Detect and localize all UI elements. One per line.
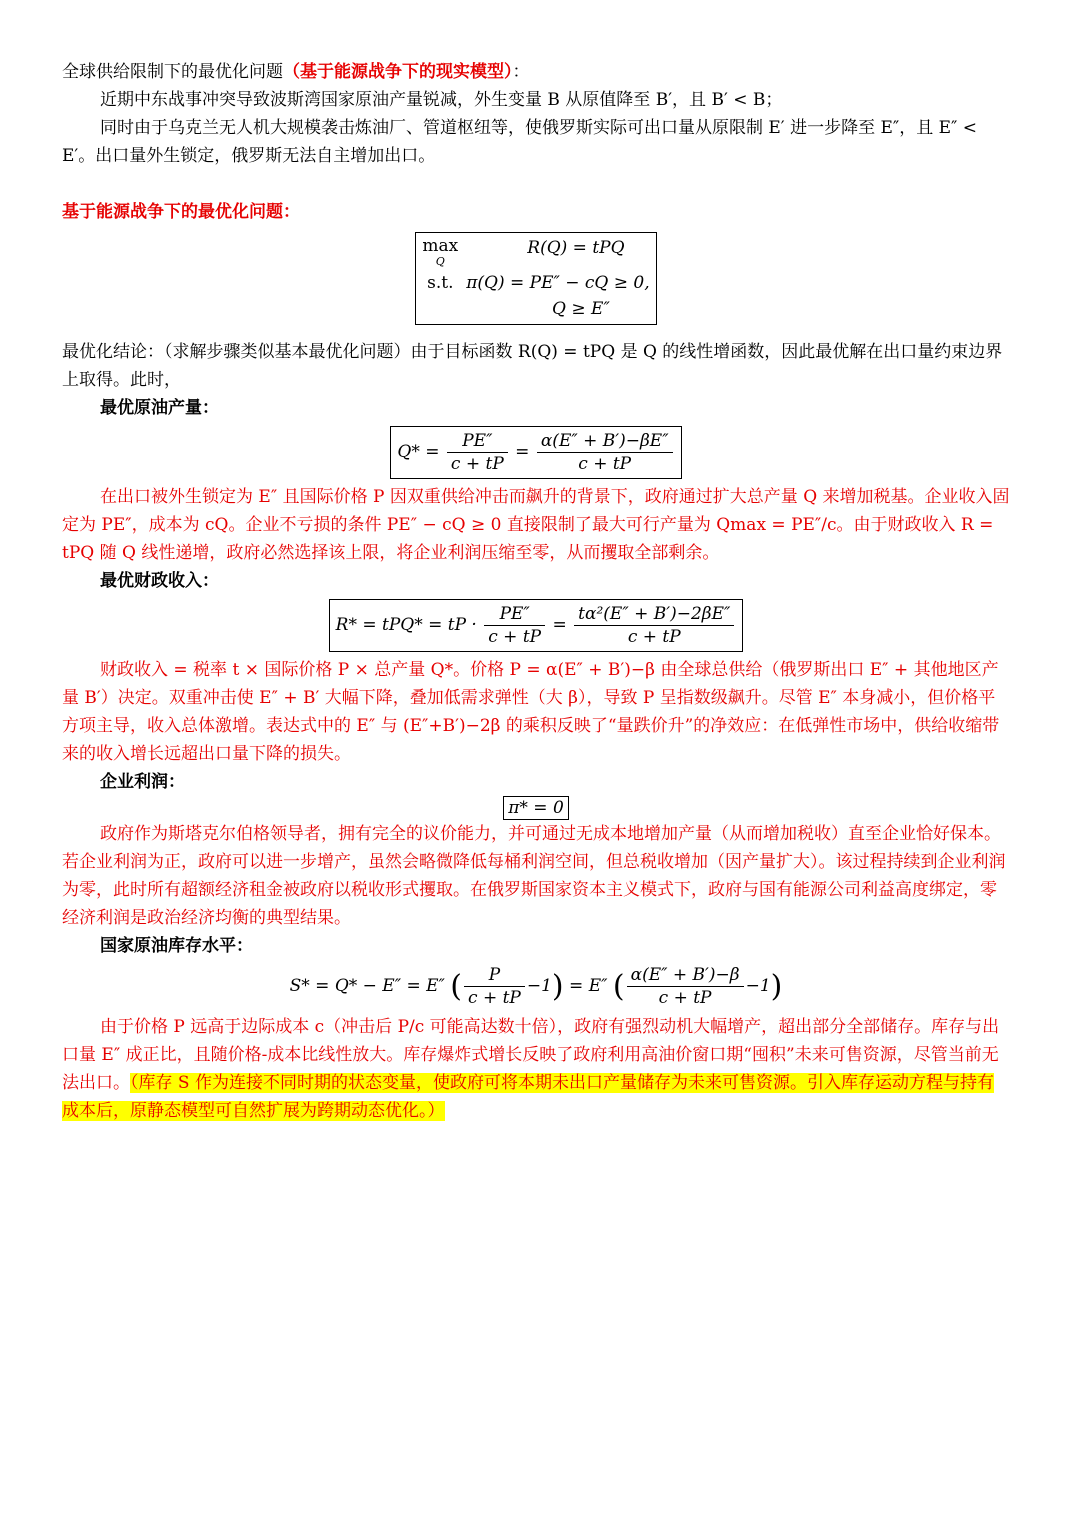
intro-title: 全球供给限制下的最优化问题（基于能源战争下的现实模型）： bbox=[62, 62, 530, 82]
pi-explanation: 政府作为斯塔克尔伯格领导者，拥有完全的议价能力，并可通过无成本地增加产量（从而增加税收）直至企业恰好保本。若企业利润为正，政府可以进一步增产，虽然会略微降低每桶利润空间，但总税收增加（因产量扩大）。该过程持续到企业利润为零，此时所有超额经济租金被政府以税收形式攫取。在俄罗斯国家资本主义模式下，政府与国有能源公司利益高度绑定，零经济利润是政治经济均衡的典型结果。 bbox=[62, 824, 1006, 928]
intro-para-2: 同时由于乌克兰无人机大规模袭击炼油厂、管道枢纽等，使俄罗斯实际可出口量从原限制 E′ 进一步降至 E″，且 E″ < E′。出口量外生锁定，俄罗斯无法自主增加出口。 bbox=[62, 118, 978, 166]
objective-function: R(Q) = tPQ bbox=[527, 238, 625, 258]
intro-para-1: 近期中东战事冲突导致波斯湾国家原油产量锐减，外生变量 B 从原值降至 B′，且 B′ < B； bbox=[100, 90, 783, 110]
pi-formula: π* = 0 bbox=[62, 796, 1010, 820]
r-heading: 最优财政收入： bbox=[100, 571, 219, 591]
max-label: max bbox=[422, 236, 459, 256]
conclusion-text: 最优化结论：（求解步骤类似基本最优化问题）由于目标函数 R(Q) = tPQ 是 Q 的线性增函数，因此最优解在出口量约束边界上取得。此时， bbox=[62, 342, 1003, 390]
s-formula: S* = Q* − E″ = E″ ( $\frac{P}{c + tP}$ −1) = E″ ( $\frac{\alpha(E'' + B')-\beta}{c + tP}$ −1) bbox=[289, 965, 783, 1008]
problem-heading: 基于能源战争下的最优化问题： bbox=[62, 202, 300, 222]
s-explanation: 由于价格 P 远高于边际成本 c（冲击后 P/c 可能高达数十倍），政府有强烈动机大幅增产，超出部分全部储存。库存与出口量 E″ 成正比，且随价格-成本比线性放大。库存爆炸式增长反映了政府利用高油价窗口期“囤积”未来可售资源，尽管当前无法出口。（库存 S 作为连接不同时期的状态变量，使政府可将本期未出口产量储存为未来可售资源。引入库存运动方程与持有成本后，原静态模型可自然扩展为跨期动态优化。） bbox=[62, 1017, 1000, 1121]
q-explanation: 在出口被外生锁定为 E″ 且国际价格 P 因双重供给冲击而飙升的背景下，政府通过扩大总产量 Q 来增加税基。企业收入固定为 PE″，成本为 cQ。企业不亏损的条件 PE″ − cQ ≥ 0 直接限制了最大可行产量为 Qmax = PE″/c。由于财政收入 R = tPQ 随 Q 线性递增，政府必然选择该上限，将企业利润压缩至零，从而攫取全部剩余。 bbox=[62, 487, 1010, 563]
intro-title-red: （基于能源战争下的现实模型） bbox=[283, 62, 513, 82]
st-label: s.t. bbox=[427, 273, 454, 293]
document-page bbox=[62, 58, 1010, 1125]
optimization-problem bbox=[62, 232, 1010, 330]
s-highlight-note: （库存 S 作为连接不同时期的状态变量，使政府可将本期未出口产量储存为未来可售资源。引入库存运动方程与持有成本后，原静态模型可自然扩展为跨期动态优化。） bbox=[62, 1073, 994, 1121]
constraint-export: Q ≥ E″ bbox=[552, 299, 610, 319]
q-formula: Q* = $\frac{PE''}{c + tP}$ = $\frac{\alpha(E'' + B')-\beta E''}{c + tP}$ bbox=[62, 426, 1010, 479]
max-sub: Q bbox=[435, 255, 445, 268]
pi-heading: 企业利润： bbox=[100, 772, 185, 792]
r-formula: R* = tPQ* = tP · $\frac{PE''}{c + tP}$ = $\frac{\text{tα²(E″ + B′)−2βE″}}{c + tP}$ bbox=[62, 599, 1010, 652]
q-heading: 最优原油产量： bbox=[100, 398, 219, 418]
r-explanation: 财政收入 = 税率 t × 国际价格 P × 总产量 Q*。价格 P = α(E″ + B′)−β 由全球总供给（俄罗斯出口 E″ + 其他地区产量 B′）决定。双重冲击使 E″ + B′ 大幅下降，叠加低需求弹性（大 β），导致 P 呈指数级飙升。尽管 E″ 本身减小，但价格平方项主导，收入总体激增。表达式中的 E″ 与 (E″+B′)−2β 的乘积反映了“量跌价升”的净效应：在低弹性市场中，供给收缩带来的收入增长远超出口量下降的损失。 bbox=[62, 660, 1000, 764]
s-heading: 国家原油库存水平： bbox=[100, 936, 253, 956]
constraint-profit: π(Q) = PE″ − cQ ≥ 0, bbox=[466, 273, 650, 293]
